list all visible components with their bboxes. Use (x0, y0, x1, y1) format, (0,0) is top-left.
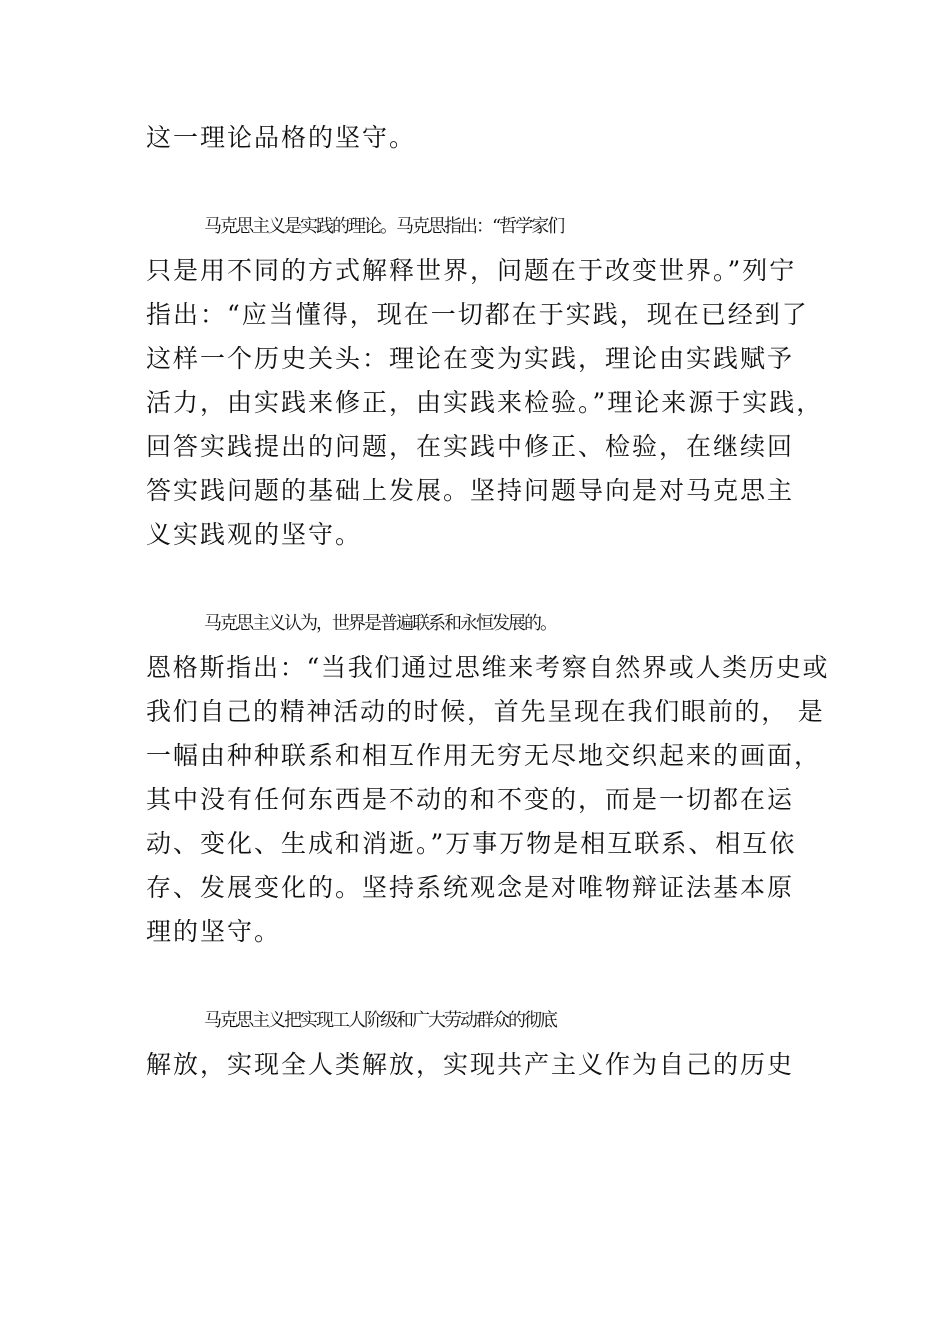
text-line: 一幅由种种联系和相互作用无穷无尽地交织起来的画面， (146, 741, 822, 770)
text-line: 马克思主义认为，世界是普遍联系和永恒发展的。 (204, 613, 556, 634)
text-line: 我们自己的精神活动的时候，首先呈现在我们眼前的， 是 (146, 697, 825, 726)
text-line: 其中没有任何东西是不动的和不变的，而是一切都在运 (146, 785, 795, 814)
text-line: 活力，由实践来修正，由实践来检验。”理论来源于实践， (146, 388, 824, 417)
text-line: 回答实践提出的问题，在实践中修正、检验，在继续回 (146, 432, 795, 461)
text-line: 解放，实现全人类解放，实现共产主义作为自己的历史 (146, 1050, 795, 1079)
text-line: 存、发展变化的。坚持系统观念是对唯物辩证法基本原 (146, 873, 795, 902)
text-line: 只是用不同的方式解释世界，问题在于改变世界。”列宁 (146, 256, 797, 285)
text-line: 指出：“应当懂得，现在一切都在于实践，现在已经到了 (146, 300, 809, 329)
text-line: 马克思主义是实践的理论。马克思指出：“哲学家们 (204, 216, 564, 237)
text-line: 义实践观的坚守。 (146, 520, 363, 549)
text-line: 动、变化、生成和消逝。”万事万物是相互联系、相互依 (146, 829, 797, 858)
text-line: 这样一个历史关头：理论在变为实践，理论由实践赋予 (146, 344, 795, 373)
text-line: 答实践问题的基础上发展。坚持问题导向是对马克思主 (146, 476, 795, 505)
text-line: 马克思主义把实现工人阶级和广大劳动群众的彻底 (204, 1010, 556, 1031)
text-line: 恩格斯指出：“当我们通过思维来考察自然界或人类历史或 (146, 653, 830, 682)
text-line: 理的坚守。 (146, 917, 282, 946)
text-line: 这一理论品格的坚守。 (146, 123, 417, 152)
